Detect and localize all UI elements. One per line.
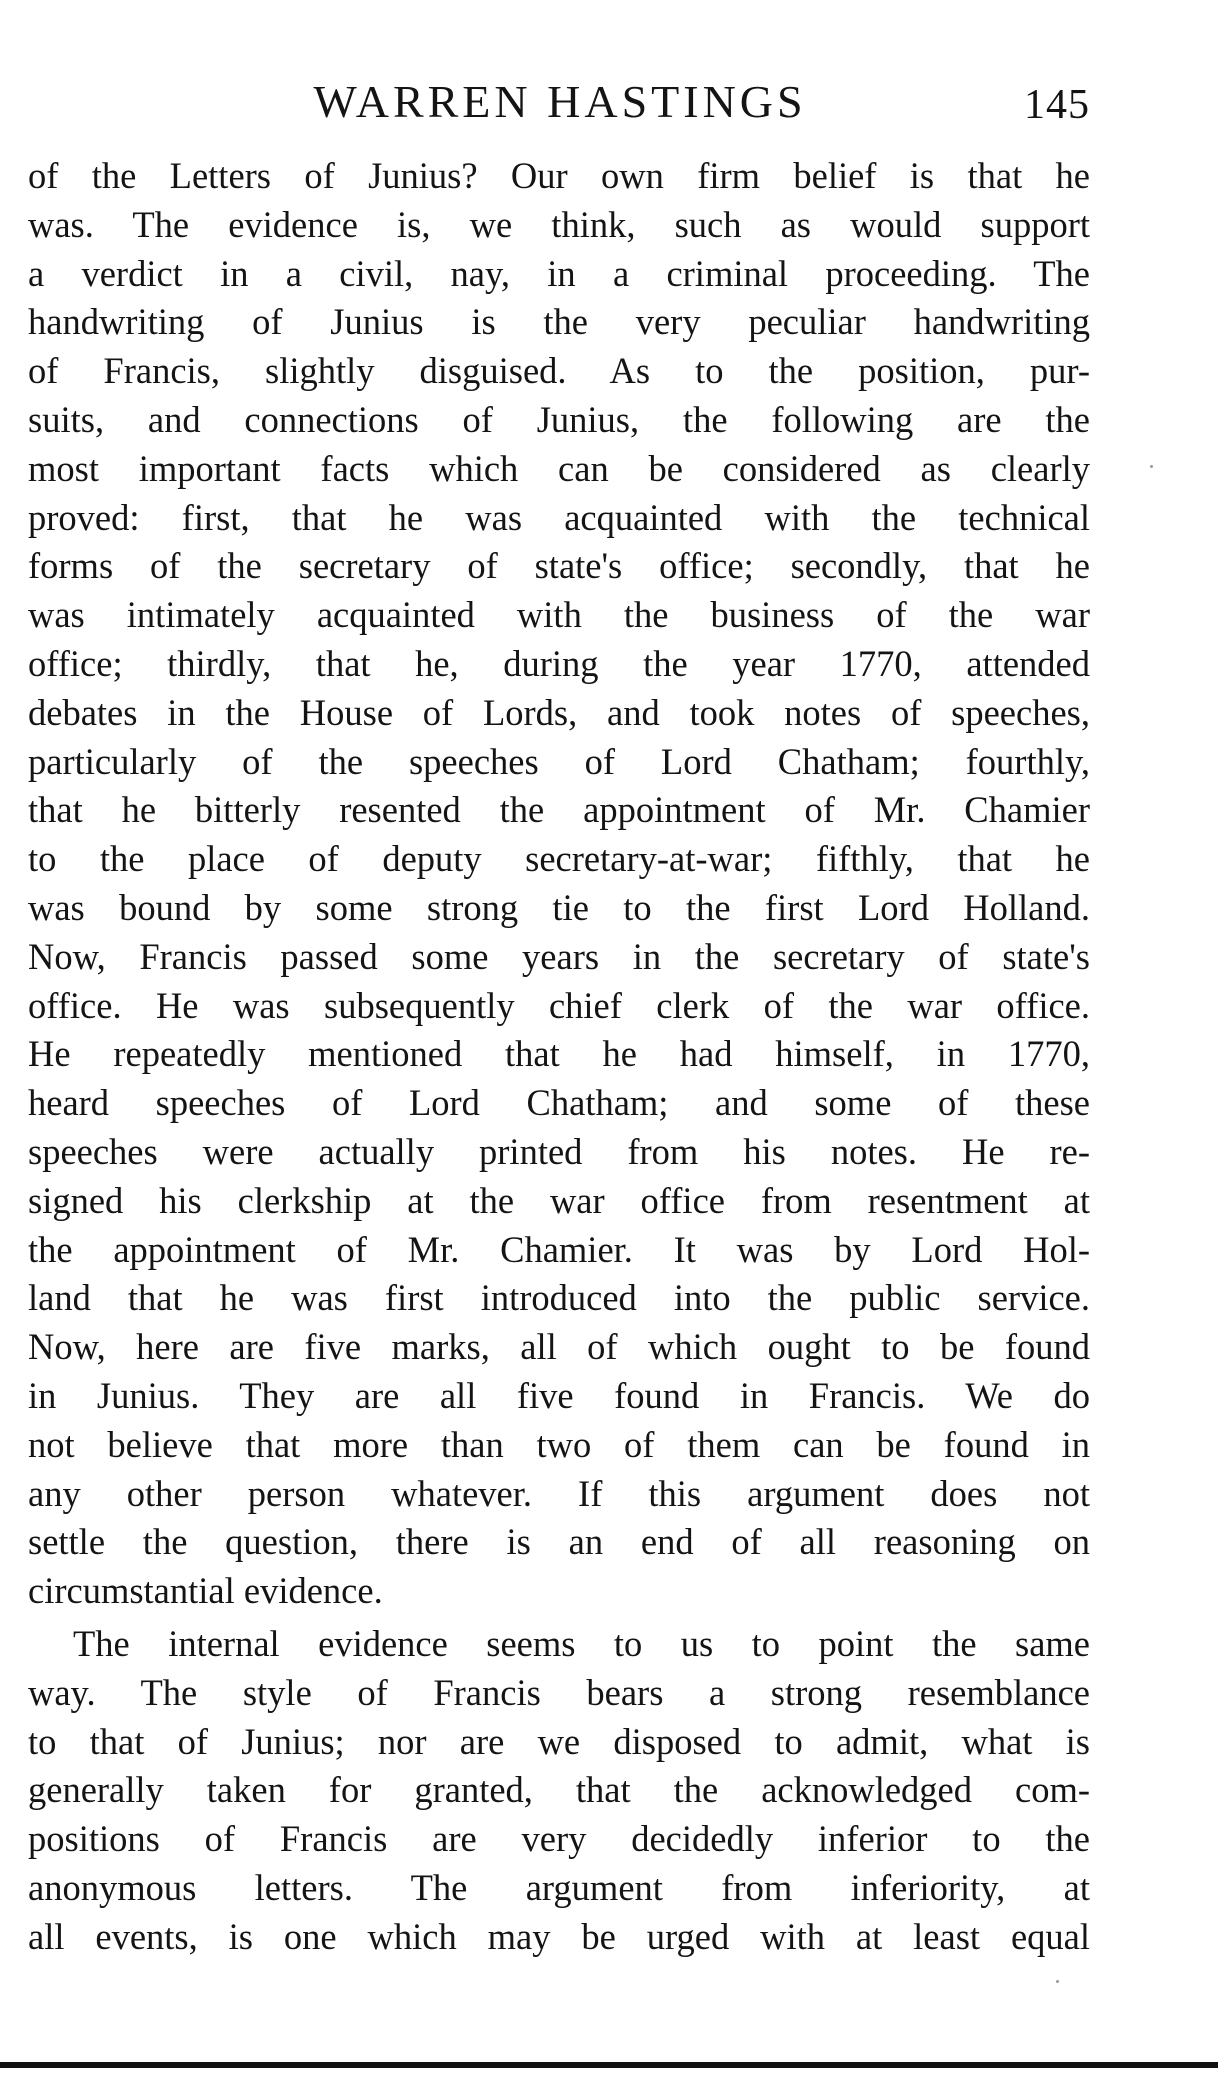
text-line: a verdict in a civil, nay, in a criminal proceeding. The	[28, 252, 1090, 294]
text-line: of Francis, slightly disguised. As to the position, pur-	[28, 350, 1090, 392]
text-line: settle the question, there is an end of all reasoning on	[28, 1521, 1090, 1563]
text-line: particularly of the speeches of Lord Chatham; fourthly,	[28, 740, 1090, 782]
scan-speck	[1056, 1980, 1059, 1983]
text-line: all events, is one which may be urged with at least equal	[28, 1915, 1090, 1957]
text-line: Now, Francis passed some years in the secretary of state's	[28, 935, 1090, 977]
text-line: not believe that more than two of them can be found in	[28, 1423, 1090, 1465]
text-line: proved: first, that he was acquainted with the technical	[28, 496, 1090, 538]
text-line: any other person whatever. If this argument does not	[28, 1472, 1090, 1514]
text-line: forms of the secretary of state's office; secondly, that he	[28, 545, 1090, 587]
text-line: the appointment of Mr. Chamier. It was by Lord Hol-	[28, 1228, 1090, 1270]
body-text	[28, 152, 1090, 1961]
paragraph-last-line: circumstantial evidence.	[28, 1570, 383, 1612]
text-line: office; thirdly, that he, during the year 1770, attended	[28, 642, 1090, 684]
text-line: heard speeches of Lord Chatham; and some of these	[28, 1082, 1090, 1124]
text-line: anonymous letters. The argument from inferiority, at	[28, 1866, 1090, 1908]
text-line: office. He was subsequently chief clerk of the war office.	[28, 984, 1090, 1026]
text-line: suits, and connections of Junius, the following are the	[28, 398, 1090, 440]
text-line: He repeatedly mentioned that he had himself, in 1770,	[28, 1033, 1090, 1075]
page-bottom-rule	[0, 2062, 1218, 2068]
running-title: WARREN HASTINGS	[313, 76, 807, 127]
running-head	[30, 72, 1090, 132]
text-line: was intimately acquainted with the business of the war	[28, 594, 1090, 636]
text-line: land that he was first introduced into the public service.	[28, 1277, 1090, 1319]
scan-speck	[1150, 465, 1153, 468]
text-line: was. The evidence is, we think, such as would support	[28, 203, 1090, 245]
text-line: in Junius. They are all five found in Francis. We do	[28, 1374, 1090, 1416]
text-line: speeches were actually printed from his notes. He re-	[28, 1130, 1090, 1172]
text-line: way. The style of Francis bears a strong resemblance	[28, 1671, 1090, 1713]
text-line: to the place of deputy secretary-at-war; fifthly, that he	[28, 838, 1090, 880]
text-line: that he bitterly resented the appointment of Mr. Chamier	[28, 789, 1090, 831]
text-line: to that of Junius; nor are we disposed to admit, what is	[28, 1720, 1090, 1762]
text-line: most important facts which can be considered as clearly	[28, 447, 1090, 489]
text-line: generally taken for granted, that the acknowledged com-	[28, 1769, 1090, 1811]
text-line: handwriting of Junius is the very peculiar handwriting	[28, 301, 1090, 343]
text-line: Now, here are five marks, all of which ought to be found	[28, 1326, 1090, 1368]
text-line: was bound by some strong tie to the first Lord Holland.	[28, 886, 1090, 928]
text-line: of the Letters of Junius? Our own firm belief is that he	[28, 155, 1090, 196]
paragraph-first-line: The internal evidence seems to us to point the same	[73, 1622, 1090, 1664]
text-line: positions of Francis are very decidedly inferior to the	[28, 1818, 1090, 1860]
page-number: 145	[1024, 82, 1090, 128]
text-line: debates in the House of Lords, and took notes of speeches,	[28, 691, 1090, 733]
text-line: signed his clerkship at the war office from resentment at	[28, 1179, 1090, 1221]
